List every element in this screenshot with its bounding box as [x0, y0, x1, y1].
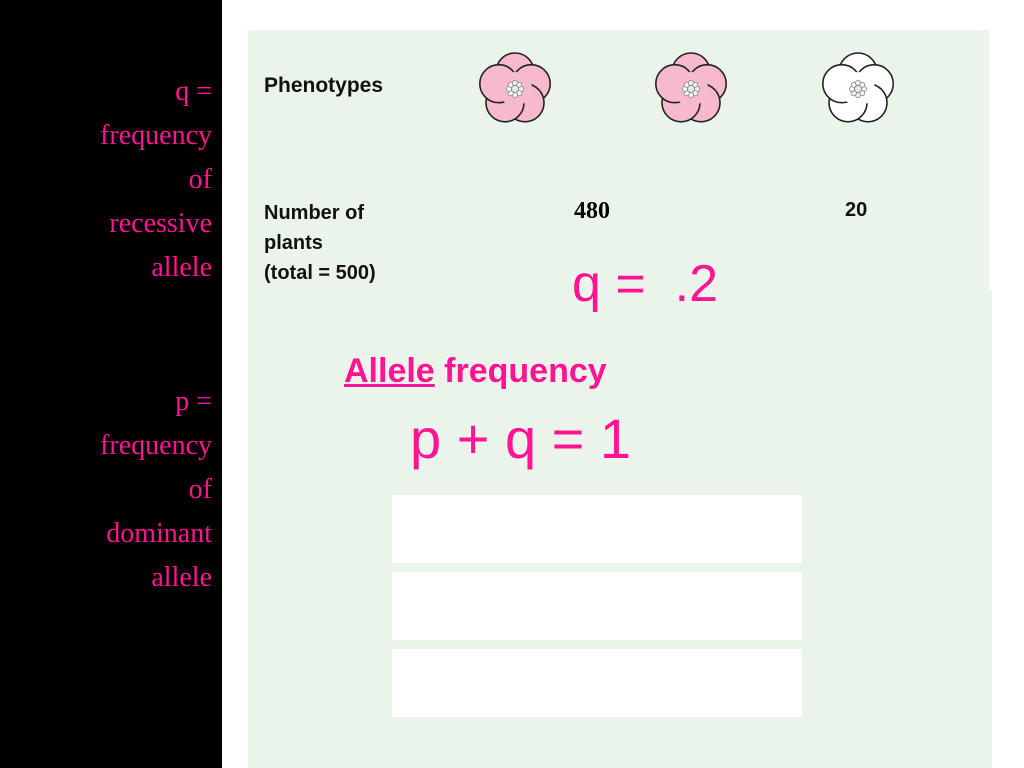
allele-word: Allele	[344, 352, 435, 390]
number-label-line: Number of	[264, 202, 364, 224]
q-definition-line: frequency	[100, 120, 212, 151]
p-definition-line: allele	[151, 562, 212, 593]
slide-content	[222, 0, 1024, 768]
frequency-word: frequency	[434, 352, 607, 390]
p-definition	[12, 380, 212, 600]
blank-box	[392, 495, 802, 563]
number-label-line: (total = 500)	[264, 262, 376, 284]
pink-flower-icon	[650, 48, 732, 130]
pink-flower-icon	[474, 48, 556, 130]
p-definition-line: p =	[175, 386, 212, 417]
number-of-plants-label	[264, 198, 376, 288]
white-count: 20	[845, 199, 868, 221]
q-definition-line: recessive	[109, 208, 212, 239]
q-value: q = .2	[572, 255, 718, 313]
blank-box	[392, 649, 802, 717]
left-column	[0, 0, 222, 768]
pink-count: 480	[574, 198, 610, 224]
blank-box	[392, 572, 802, 640]
allele-frequency-heading	[344, 352, 607, 391]
q-definition-line: allele	[151, 252, 212, 283]
allele-equation: p + q = 1	[410, 407, 632, 470]
q-definition	[12, 70, 212, 290]
p-definition-line: frequency	[100, 430, 212, 461]
q-definition-line: of	[188, 164, 212, 195]
p-definition-line: dominant	[106, 518, 212, 549]
phenotypes-label: Phenotypes	[264, 74, 384, 97]
p-definition-line: of	[188, 474, 212, 505]
number-label-line: plants	[264, 232, 323, 254]
q-definition-line: q =	[175, 76, 212, 107]
white-flower-icon	[817, 48, 899, 130]
